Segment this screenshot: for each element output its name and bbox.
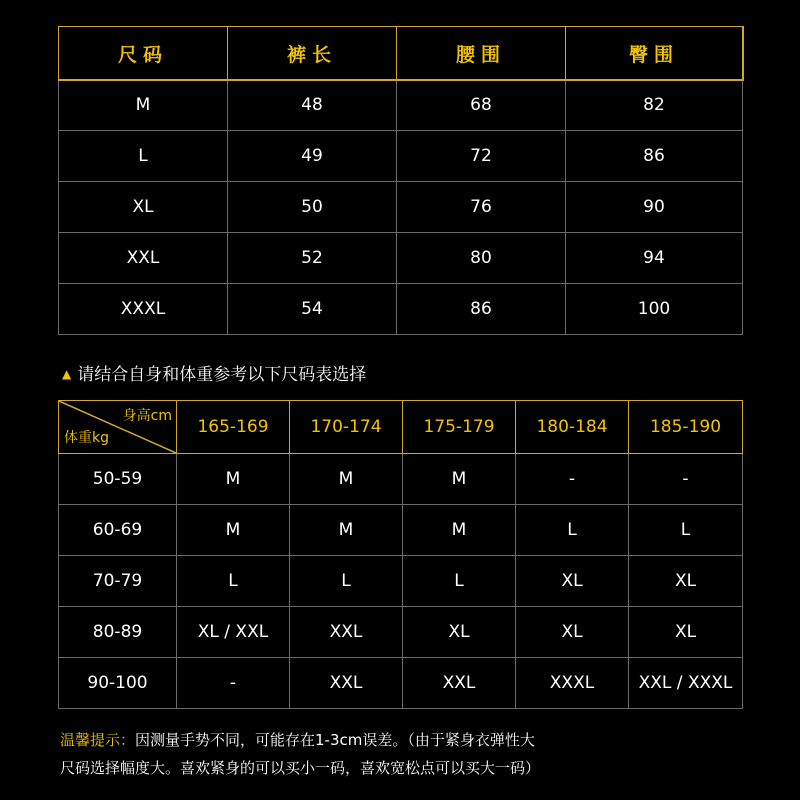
table-cell: M (290, 505, 403, 556)
table-cell: XXL (59, 233, 228, 284)
height-header: 185-190 (629, 401, 743, 454)
size-table-header-row (59, 27, 743, 80)
table-cell: XXXL (516, 658, 629, 709)
table-row (59, 607, 743, 658)
table-cell: 86 (397, 284, 566, 335)
table-cell: 76 (397, 182, 566, 233)
table-row (59, 454, 743, 505)
table-cell: XL (516, 556, 629, 607)
table-cell: 72 (397, 131, 566, 182)
fit-table-header-row (59, 401, 743, 454)
table-cell: XL / XXL (177, 607, 290, 658)
table-cell: - (177, 658, 290, 709)
table-cell: L (59, 131, 228, 182)
table-cell: XXXL (59, 284, 228, 335)
table-cell: XL (629, 556, 743, 607)
table-row (59, 233, 743, 284)
table-cell: 48 (228, 80, 397, 131)
height-header: 170-174 (290, 401, 403, 454)
table-cell: 49 (228, 131, 397, 182)
table-row (59, 658, 743, 709)
table-cell: 50 (228, 182, 397, 233)
table-row (59, 80, 743, 131)
header-hip: 臀围 (566, 27, 743, 80)
table-cell: 82 (566, 80, 743, 131)
table-cell: 90 (566, 182, 743, 233)
table-cell: XXL (290, 658, 403, 709)
table-cell: XXL (403, 658, 516, 709)
weight-range-cell: 80-89 (59, 607, 177, 658)
tip-line-1 (60, 726, 760, 754)
table-cell: L (177, 556, 290, 607)
weight-range-cell: 90-100 (59, 658, 177, 709)
table-row (59, 182, 743, 233)
weight-range-cell: 60-69 (59, 505, 177, 556)
table-row (59, 284, 743, 335)
weight-axis-label: 体重kg (64, 430, 109, 446)
table-cell: M (403, 454, 516, 505)
table-cell: 68 (397, 80, 566, 131)
header-size: 尺码 (59, 27, 228, 80)
table-cell: 52 (228, 233, 397, 284)
table-cell: L (629, 505, 743, 556)
table-cell: M (177, 454, 290, 505)
weight-range-cell: 50-59 (59, 454, 177, 505)
corner-header-cell (59, 401, 177, 454)
table-cell: 94 (566, 233, 743, 284)
table-cell: XL (59, 182, 228, 233)
table-cell: - (516, 454, 629, 505)
header-pant-length: 裤长 (228, 27, 397, 80)
height-header: 165-169 (177, 401, 290, 454)
weight-range-cell: 70-79 (59, 556, 177, 607)
tip-text-1: 因测量手势不同，可能存在1-3cm误差。（由于紧身衣弹性大 (135, 731, 535, 749)
height-axis-label: 身高cm (122, 408, 172, 424)
height-header: 180-184 (516, 401, 629, 454)
tip-line-2: 尺码选择幅度大。喜欢紧身的可以买小一码，喜欢宽松点可以买大一码） (60, 759, 541, 777)
table-cell: 100 (566, 284, 743, 335)
selection-note (62, 360, 366, 385)
size-table (58, 26, 743, 335)
table-cell: XL (629, 607, 743, 658)
table-cell: XXL / XXXL (629, 658, 743, 709)
table-cell: M (177, 505, 290, 556)
table-cell: M (290, 454, 403, 505)
tip-label: 温馨提示： (60, 731, 136, 749)
table-cell: 86 (566, 131, 743, 182)
table-cell: XL (403, 607, 516, 658)
table-cell: L (290, 556, 403, 607)
table-cell: L (403, 556, 516, 607)
table-row (59, 131, 743, 182)
table-cell: L (516, 505, 629, 556)
warm-tip (60, 726, 760, 782)
fit-table (58, 400, 743, 709)
triangle-icon: ▲ (62, 367, 72, 381)
table-row (59, 556, 743, 607)
table-cell: 54 (228, 284, 397, 335)
table-row (59, 505, 743, 556)
table-cell: XXL (290, 607, 403, 658)
table-cell: M (403, 505, 516, 556)
height-header: 175-179 (403, 401, 516, 454)
table-cell: XL (516, 607, 629, 658)
header-waist: 腰围 (397, 27, 566, 80)
table-cell: - (629, 454, 743, 505)
table-cell: M (59, 80, 228, 131)
selection-note-text: 请结合自身和体重参考以下尺码表选择 (77, 365, 367, 385)
table-cell: 80 (397, 233, 566, 284)
